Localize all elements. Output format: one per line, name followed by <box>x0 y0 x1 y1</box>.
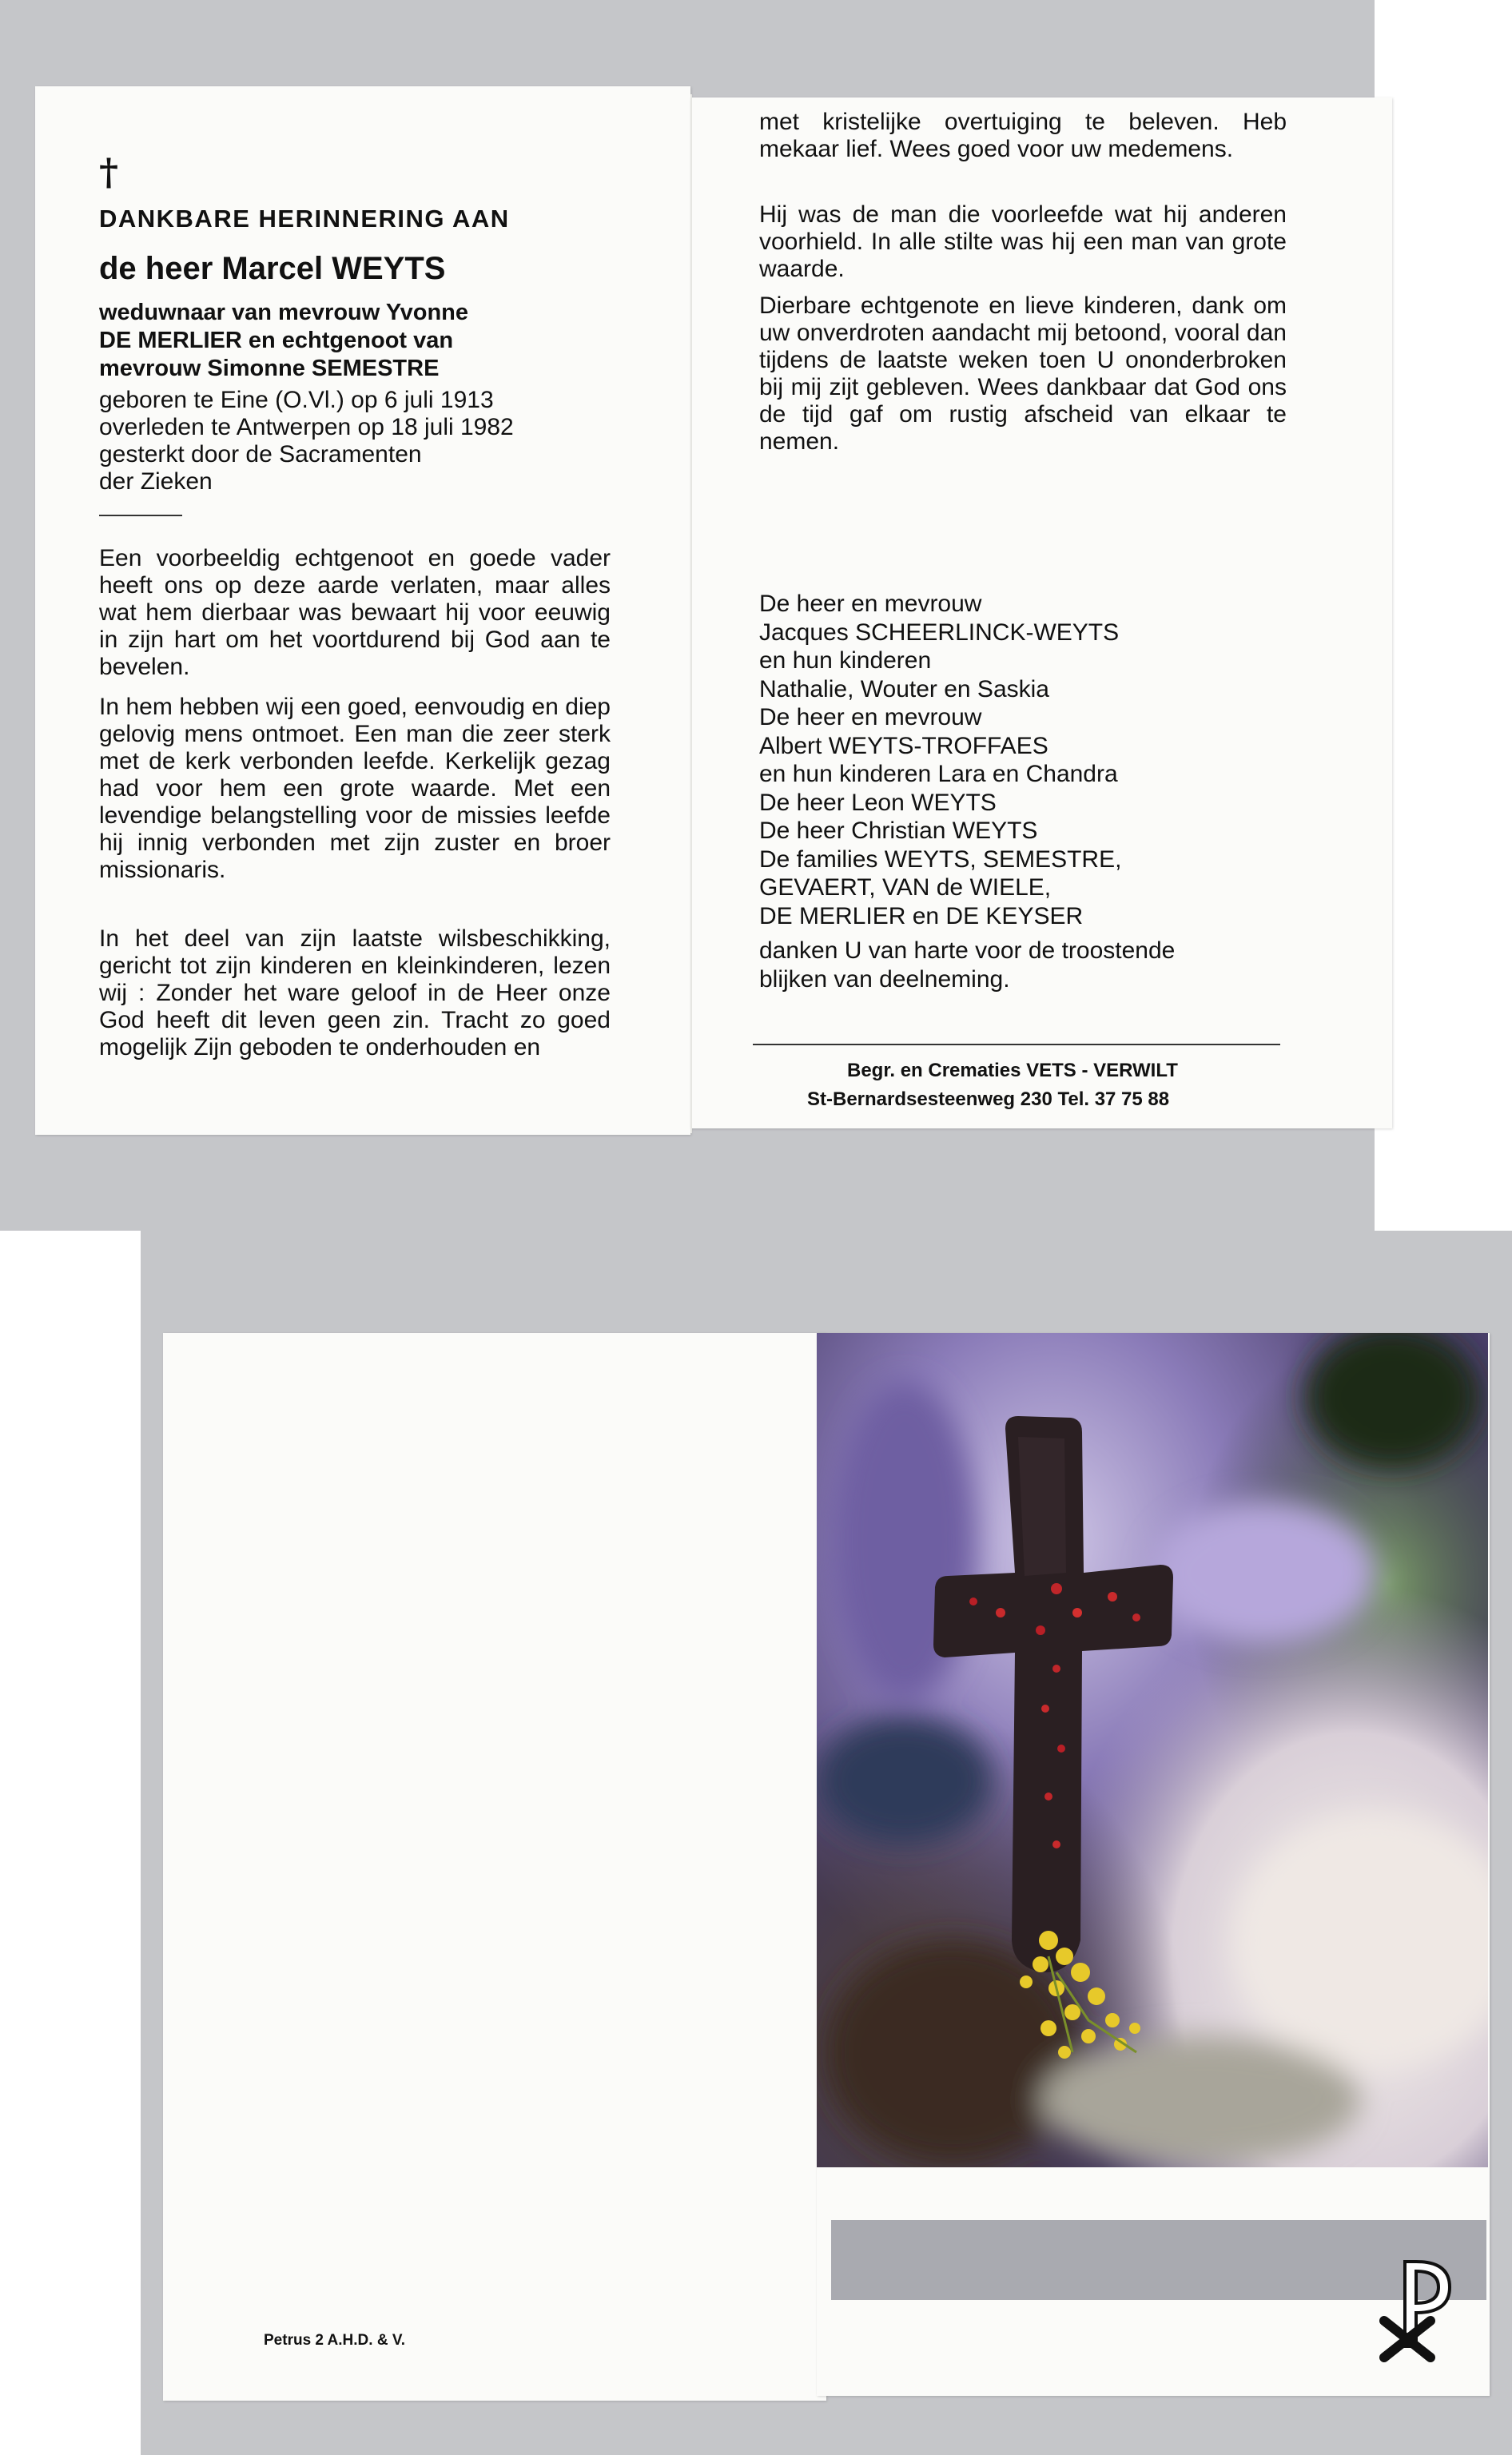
thanks-line: blijken van deelneming. <box>759 965 1010 993</box>
eulogy-paragraph: In het deel van zijn laatste wilsbeschikking, gericht tot zijn kinderen en kleinkinderen, lezen wij : Zonder het ware geloof in de Heer onze God heeft dit leven geen zin. Tracht zo goed mogelijk Zijn geboden te onderhouden en <box>99 925 611 1060</box>
publisher-imprint: Petrus 2 A.H.D. & V. <box>264 2332 406 2349</box>
undertaker-address: St-Bernardsesteenweg 230 Tel. 37 75 88 <box>807 1088 1170 1110</box>
family-line: De heer Leon WEYTS <box>759 789 997 816</box>
family-line: De families WEYTS, SEMESTRE, <box>759 846 1122 873</box>
sacrament-line: gesterkt door de Sacramenten <box>99 441 422 468</box>
family-line: en hun kinderen Lara en Chandra <box>759 761 1118 787</box>
eulogy-paragraph: Hij was de man die voorleefde wat hij anderen voorhield. In alle stilte was hij een man van grote waarde. <box>759 201 1287 282</box>
divider <box>753 1044 1280 1045</box>
memorial-card-inside <box>35 86 1362 1135</box>
back-panel <box>163 1333 826 2401</box>
cross-photo <box>817 1333 1488 2167</box>
life-dates <box>99 387 659 495</box>
eulogy-paragraph: met kristelijke overtuiging te beleven. Heb mekaar lief. Wees goed voor uw medemens. <box>759 109 1287 162</box>
marital-status <box>99 299 627 383</box>
page-margin <box>1375 0 1512 1231</box>
marital-line: mevrouw Simonne SEMESTRE <box>99 356 440 381</box>
page-margin <box>0 1231 141 2455</box>
undertaker-name: Begr. en Crematies VETS - VERWILT <box>847 1060 1178 1081</box>
chi-rho-icon <box>1373 2252 1461 2364</box>
family-line: GEVAERT, VAN de WIELE, <box>759 874 1052 901</box>
family-line: De heer Christian WEYTS <box>759 818 1038 844</box>
divider <box>99 515 182 516</box>
cross-icon: † <box>99 150 119 193</box>
family-line: Albert WEYTS-TROFFAES <box>759 732 1048 759</box>
family-line: De heer en mevrouw <box>759 591 982 617</box>
memorial-card-outside <box>163 1333 1490 2401</box>
family-line: Jacques SCHEERLINCK-WEYTS <box>759 619 1120 646</box>
fold-line <box>690 94 692 1133</box>
sacrament-line: der Zieken <box>99 468 213 495</box>
thanks-line: danken U van harte voor de troostende <box>759 937 1176 964</box>
eulogy-paragraph: Een voorbeeldig echtgenoot en goede vader heeft ons op deze aarde verlaten, maar alles wat hem dierbaar was bewaart hij voor eeuwig in zijn hart om het voortdurend bij God aan te bevelen. <box>99 545 611 680</box>
eulogy-paragraph: Dierbare echtgenote en lieve kinderen, dank om uw onverdroten aandacht mij betoond, vooral dan tijdens de laatste weken toen U ononderbroken bij mij zijt gebleven. Wees dankbaar dat God ons de tijd gaf om rustig afscheid van elkaar te nemen. <box>759 292 1287 455</box>
card-heading: DANKBARE HERINNERING AAN <box>99 205 510 233</box>
family-line: Nathalie, Wouter en Saskia <box>759 675 1049 702</box>
marital-line: weduwnaar van mevrouw Yvonne <box>99 300 469 325</box>
family-thanks <box>759 590 1319 993</box>
death-line: overleden te Antwerpen op 18 juli 1982 <box>99 414 514 440</box>
marital-line: DE MERLIER en echtgenoot van <box>99 328 454 353</box>
eulogy-paragraph: In hem hebben wij een goed, eenvoudig en diep gelovig mens ontmoet. Een man die zeer sterk met de kerk verbonden leefde. Kerkelijk gezag had voor hem een grote waarde. Met een levendige belangstelling voor de missies leefde hij innig verbonden met zijn zuster en broer missionaris. <box>99 694 611 883</box>
family-line: en hun kinderen <box>759 647 932 674</box>
family-line: DE MERLIER en DE KEYSER <box>759 902 1084 929</box>
birth-line: geboren te Eine (O.Vl.) op 6 juli 1913 <box>99 387 494 413</box>
family-line: De heer en mevrouw <box>759 704 982 730</box>
deceased-name: de heer Marcel WEYTS <box>99 251 446 286</box>
